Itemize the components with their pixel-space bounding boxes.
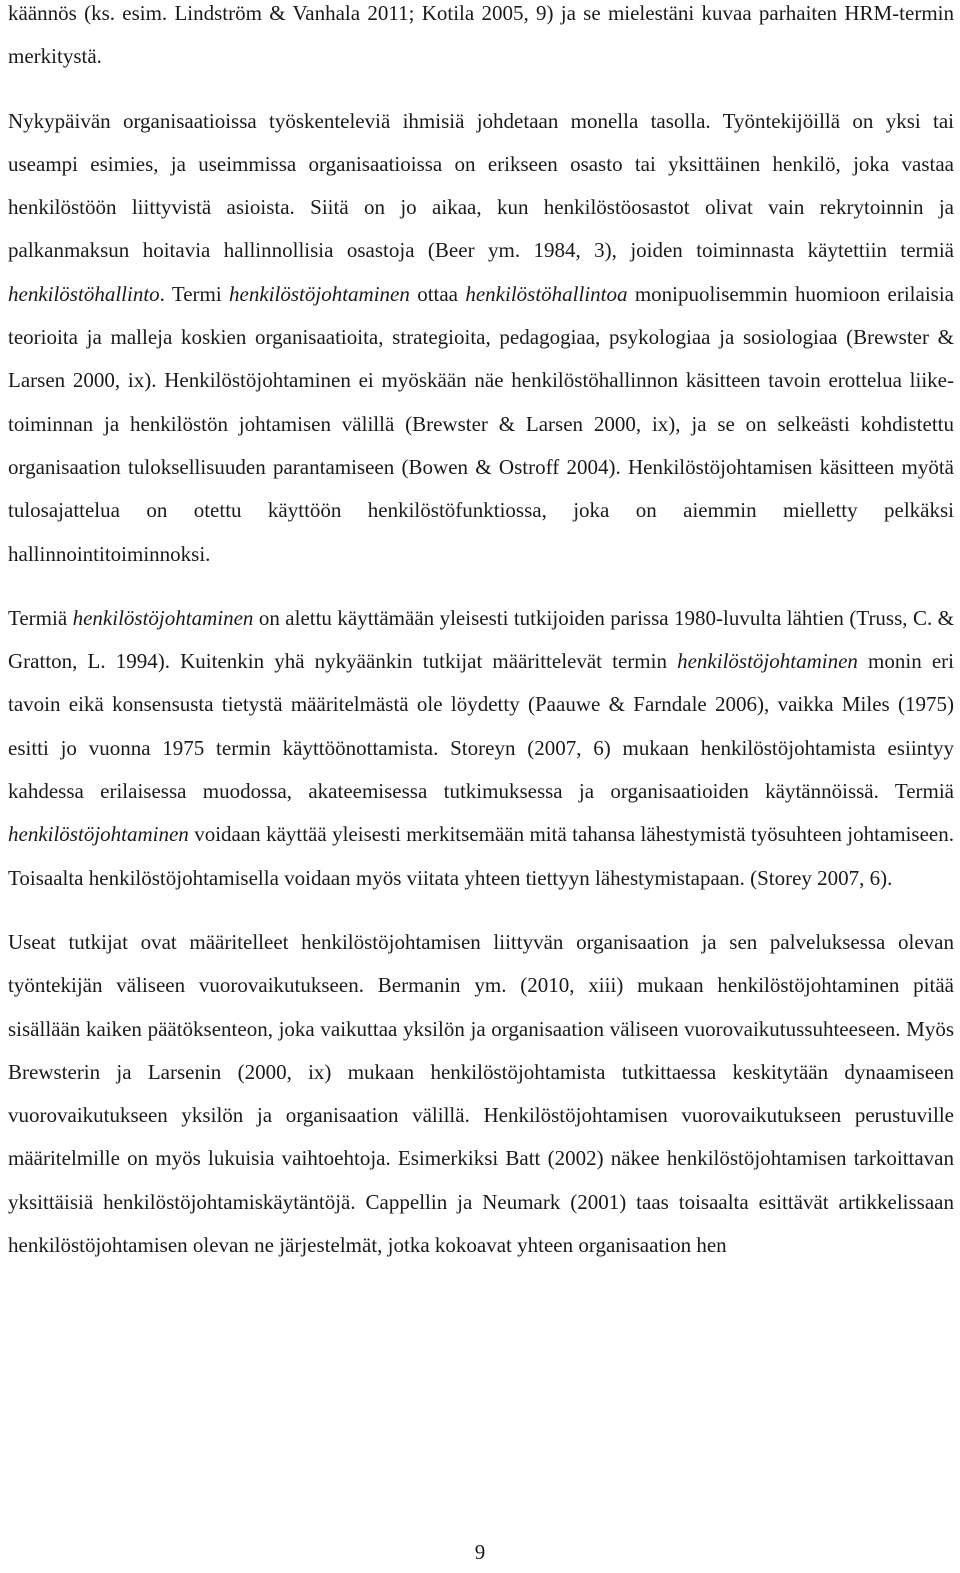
italic-term: henkilöstöjohtaminen: [229, 281, 410, 306]
text-run: monipuolisemmin huomioon erilaisia teorioita ja malleja koskien organisaatioita, strategioita, pedagogiaa, psykologiaa ja sosiologiaa (Brewster & Larsen 2000, ix). Henkilöstöjohtaminen ei myöskään näe henkilöstöhallinnon käsitteen tavoin erottelua liiketoiminnan ja henkilöstön johtamisen välillä (Brewster & Larsen 2000, ix), ja se on selkeästi kohdistettu organisaation tuloksellisuuden parantamiseen (Bowen & Ostroff 2004). Henkilöstöjohtamisen käsitteen myötä tulosajattelua on otettu käyttöön henkilöstöfunktiossa, joka on aiemmin mielletty pelkäksi hallinnointitoiminnoksi.: [8, 281, 954, 566]
text-run: Nykypäivän organisaatioissa työskenteleviä ihmisiä johdetaan monella tasolla. Työntekijöillä on yksi tai useampi esimies, ja useimmissa organisaatioissa on erikseen osasto tai yksittäinen henkilö, joka vastaa henkilöstöön liittyvistä asioista. Siitä on jo aikaa, kun henkilöstöosastot olivat vain rekrytoinnin ja palkanmaksun hoitavia hallinnollisia osastoja (Beer ym. 1984, 3), joiden toiminnasta käytettiin termiä: [8, 108, 954, 263]
italic-term: henkilöstöjohtaminen: [677, 649, 858, 674]
page-number: 9: [474, 1540, 486, 1564]
italic-term: henkilöstöjohtaminen: [8, 822, 189, 847]
text-run: on alettu käyttämään yleisesti tutkijoiden parissa 1980-luvulta lähtien (Truss, C. & Gratton, L. 1994). Kuitenkin yhä nykyäänkin tutkijat määrittelevät termin: [8, 605, 954, 674]
italic-term: henkilöstöhallintoa: [465, 281, 628, 306]
italic-term: henkilöstöjohtaminen: [72, 605, 254, 630]
document-page: [8, 0, 954, 1267]
text-run: voidaan käyttää yleisesti merkitsemään mitä tahansa lähestymistä työsuhteen johtamiseen. Toisaalta henkilöstöjohtamisella voidaan myös viitata yhteen tiettyyn lähestymistapaan. (Storey 2007, 6).: [8, 822, 954, 890]
paragraph-4-text: Useat tutkijat ovat määritelleet henkilöstöjohtamisen liittyvän organisaation ja sen palveluksessa olevan työntekijän väliseen vuorovaikutukseen. Bermanin ym. (2010, xiii) mukaan henkilöstöjohtaminen pitää sisällään kaiken päätöksenteon, joka vaikuttaa yksilön ja organisaation väliseen vuorovaikutussuhteeseen. Myös Brewsterin ja Larsenin (2000, ix) mukaan henkilöstöjohtamista tutkittaessa keskitytään dynaamiseen vuorovaikutukseen yksilön ja organisaation välillä. Henkilöstöjohtamisen vuorovaikutukseen perustuville määritelmille on myös lukuisia vaihtoehtoja. Esimerkiksi Batt (2002) näkee henkilöstöjohtamisen tarkoittavan yksittäisiä henkilöstöjohtamiskäytäntöjä. Cappellin ja Neumark (2001) taas toisaalta esittävät artikkelissaan henkilöstöjohtamisen olevan ne järjestelmät, jotka kokoavat yhteen organisaation hen: [8, 929, 954, 1258]
text-run: monin eri tavoin eikä konsensusta tietystä määritelmästä ole löydetty (Paauwe & Farndale 2006), vaikka Miles (1975) esitti jo vuonna 1975 termin käyttöönottamista. Storeyn (2007, 6) mukaan henkilöstöjohtamista esiintyy kahdessa erilaisessa muodossa, akateemisessa tutkimuksessa ja organisaatioiden käytännöissä. Termiä: [8, 649, 955, 804]
text-run: Termiä: [8, 605, 73, 630]
text-run: ottaa: [409, 281, 466, 306]
italic-term: henkilöstöhallinto: [8, 281, 160, 306]
paragraph-1: [8, 0, 954, 79]
paragraph-4: [8, 921, 954, 1267]
text-run: . Termi: [159, 281, 230, 306]
paragraph-3: [8, 597, 954, 900]
paragraph-2: [8, 100, 954, 576]
paragraph-1-text: käännös (ks. esim. Lindström & Vanhala 2011; Kotila 2005, 9) ja se mielestäni kuvaa parhaiten HRM-termin merkitystä.: [8, 1, 954, 69]
